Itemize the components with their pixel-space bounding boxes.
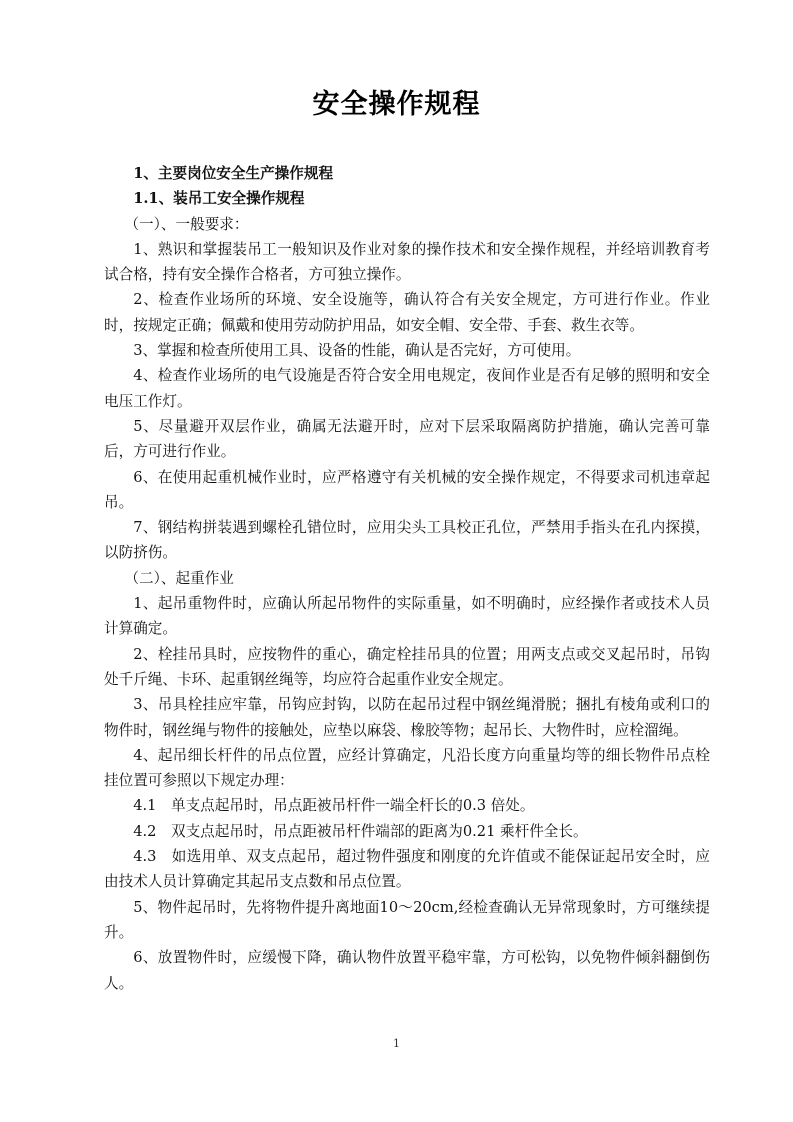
paragraph-item: 5、物件起吊时，先将物件提升离地面10～20cm,经检查确认无异常现象时，方可继续提升。 [104, 898, 710, 941]
paragraph-item: 7、钢结构拼装遇到螺栓孔错位时，应用尖头工具校正孔位，严禁用手指头在孔内探摸，以防挤伤。 [104, 519, 710, 562]
paragraph-item: 6、在使用起重机械作业时，应严格遵守有关机械的安全操作规定，不得要求司机违章起吊。 [104, 468, 710, 511]
paragraph-item: 1、熟识和掌握装吊工一般知识及作业对象的操作技术和安全操作规程，并经培训教育考试合格，持有安全操作合格者，方可独立操作。 [104, 240, 710, 284]
paragraph-item: 3、掌握和检查所使用工具、设备的性能，确认是否完好，方可使用。 [133, 342, 581, 360]
paragraph-item: 2、检查作业场所的环境、安全设施等，确认符合有关安全规定，方可进行作业。作业时，按规定正确；佩戴和使用劳动防护用品，如安全帽、安全带、手套、救生衣等。 [104, 291, 710, 334]
document-body [104, 161, 710, 996]
paragraph-item: 3、吊具栓挂应牢靠，吊钩应封钩，以防在起吊过程中钢丝绳滑脱；捆扎有棱角或利口的物件时，钢丝绳与物件的接触处，应垫以麻袋、橡胶等物；起吊长、大物件时，应栓溜绳。 [104, 696, 710, 739]
document-title: 安全操作规程 [312, 89, 481, 120]
heading-main-section: 1、主要岗位安全生产操作规程 [133, 165, 334, 182]
section-label-lifting: （二）、起重作业 [124, 569, 234, 587]
paragraph-item: 5、尽量避开双层作业，确属无法避开时，应对下层采取隔离防护措施，确认完善可靠后，方可进行作业。 [104, 417, 710, 461]
paragraph-item: 2、栓挂吊具时，应按物件的重心，确定栓挂吊具的位置；用两支点或交叉起吊时，吊钩处千斤绳、卡环、起重钢丝绳等，均应符合起重作业安全规定。 [104, 645, 710, 688]
paragraph-item: 4.1 单支点起吊时，吊点距被吊杆件一端全杆长的0.3 倍处。 [133, 797, 535, 815]
paragraph-item: 4、检查作业场所的电气设施是否符合安全用电规定，夜间作业是否有足够的照明和安全电压工作灯。 [104, 367, 710, 410]
paragraph-item: 4.2 双支点起吊时，吊点距被吊杆件端部的距离为0.21 乘杆件全长。 [133, 822, 588, 840]
paragraph-item: 6、放置物件时，应缓慢下降，确认物件放置平稳牢靠，方可松钩，以免物件倾斜翻倒伤人。 [104, 949, 710, 992]
heading-subsection: 1.1、装吊工安全操作规程 [133, 190, 305, 208]
page-number: 1 [393, 1037, 400, 1050]
paragraph-item: 4、起吊细长杆件的吊点位置，应经计算确定，凡沿长度方向重量均等的细长物件吊点栓挂位置可参照以下规定办理： [104, 746, 710, 790]
paragraph-item: 1、起吊重物件时，应确认所起吊物件的实际重量，如不明确时，应经操作者或技术人员计算确定。 [104, 595, 710, 638]
paragraph-item: 4.3 如选用单、双支点起吊，超过物件强度和刚度的允许值或不能保证起吊安全时，应由技术人员计算确定其起吊支点数和吊点位置。 [104, 848, 710, 891]
section-label-general: （一）、一般要求： [124, 215, 249, 233]
